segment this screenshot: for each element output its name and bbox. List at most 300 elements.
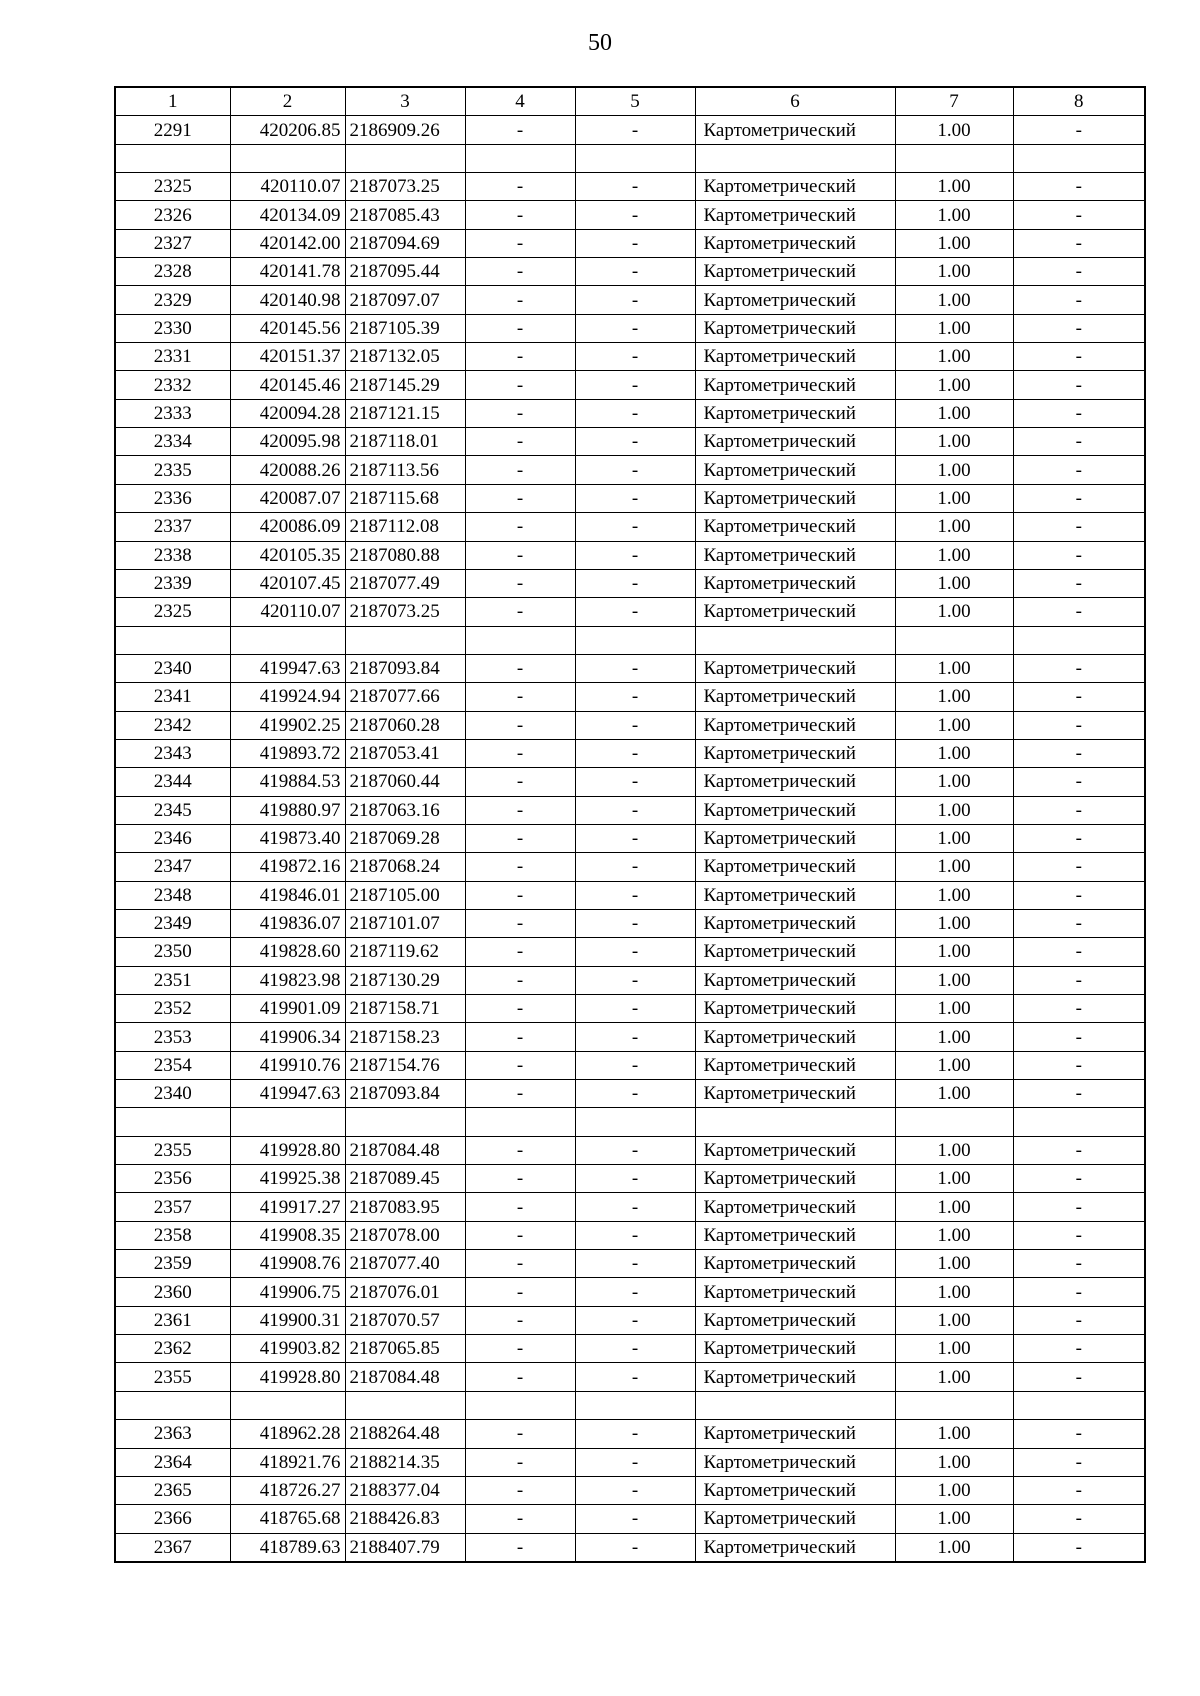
accuracy-cell: 1.00 — [895, 1448, 1013, 1476]
table-row — [115, 343, 1145, 371]
col4-cell: - — [465, 1165, 575, 1193]
y-coordinate-cell: 2187112.08 — [345, 513, 465, 541]
col8-cell: - — [1013, 1476, 1145, 1504]
x-coordinate-cell — [230, 144, 345, 172]
point-number-cell — [115, 144, 230, 172]
x-coordinate-cell: 419828.60 — [230, 938, 345, 966]
point-number-cell: 2329 — [115, 286, 230, 314]
accuracy-cell: 1.00 — [895, 371, 1013, 399]
col8-cell: - — [1013, 1306, 1145, 1334]
y-coordinate-cell: 2187078.00 — [345, 1221, 465, 1249]
col5-cell: - — [575, 456, 695, 484]
accuracy-cell: 1.00 — [895, 824, 1013, 852]
table-row — [115, 1051, 1145, 1079]
method-cell: Картометрический — [695, 683, 895, 711]
accuracy-cell: 1.00 — [895, 286, 1013, 314]
col4-cell: - — [465, 966, 575, 994]
col4-cell: - — [465, 1136, 575, 1164]
table-row — [115, 513, 1145, 541]
point-number-cell: 2338 — [115, 541, 230, 569]
col8-cell: - — [1013, 966, 1145, 994]
point-number-cell — [115, 626, 230, 654]
col8-cell: - — [1013, 824, 1145, 852]
point-number-cell: 2357 — [115, 1193, 230, 1221]
col8-cell: - — [1013, 1221, 1145, 1249]
col5-cell: - — [575, 201, 695, 229]
table-row — [115, 541, 1145, 569]
col5-cell: - — [575, 286, 695, 314]
col5-cell: - — [575, 229, 695, 257]
point-number-cell: 2339 — [115, 569, 230, 597]
accuracy-cell: 1.00 — [895, 739, 1013, 767]
col5-cell: - — [575, 1165, 695, 1193]
col8-cell: - — [1013, 1051, 1145, 1079]
accuracy-cell: 1.00 — [895, 456, 1013, 484]
table-row — [115, 116, 1145, 144]
method-cell: Картометрический — [695, 201, 895, 229]
method-cell: Картометрический — [695, 938, 895, 966]
point-number-cell: 2342 — [115, 711, 230, 739]
method-cell — [695, 626, 895, 654]
col8-cell: - — [1013, 598, 1145, 626]
col4-cell: - — [465, 683, 575, 711]
point-number-cell: 2335 — [115, 456, 230, 484]
point-number-cell: 2356 — [115, 1165, 230, 1193]
accuracy-cell: 1.00 — [895, 598, 1013, 626]
col8-cell: - — [1013, 1420, 1145, 1448]
col8-cell — [1013, 1108, 1145, 1136]
header-cell: 6 — [695, 87, 895, 116]
x-coordinate-cell: 420142.00 — [230, 229, 345, 257]
method-cell: Картометрический — [695, 654, 895, 682]
col8-cell: - — [1013, 541, 1145, 569]
accuracy-cell: 1.00 — [895, 711, 1013, 739]
x-coordinate-cell: 420206.85 — [230, 116, 345, 144]
method-cell: Картометрический — [695, 711, 895, 739]
x-coordinate-cell: 418726.27 — [230, 1476, 345, 1504]
table-row — [115, 286, 1145, 314]
y-coordinate-cell: 2187130.29 — [345, 966, 465, 994]
accuracy-cell — [895, 144, 1013, 172]
y-coordinate-cell: 2187077.49 — [345, 569, 465, 597]
col8-cell: - — [1013, 711, 1145, 739]
col5-cell: - — [575, 881, 695, 909]
col5-cell — [575, 1108, 695, 1136]
col4-cell: - — [465, 1363, 575, 1391]
col5-cell — [575, 1391, 695, 1419]
accuracy-cell: 1.00 — [895, 484, 1013, 512]
y-coordinate-cell: 2187158.23 — [345, 1023, 465, 1051]
accuracy-cell: 1.00 — [895, 654, 1013, 682]
col4-cell: - — [465, 1306, 575, 1334]
x-coordinate-cell: 420105.35 — [230, 541, 345, 569]
point-number-cell: 2346 — [115, 824, 230, 852]
x-coordinate-cell: 418789.63 — [230, 1533, 345, 1562]
col8-cell — [1013, 1391, 1145, 1419]
col5-cell: - — [575, 1023, 695, 1051]
y-coordinate-cell — [345, 144, 465, 172]
point-number-cell: 2364 — [115, 1448, 230, 1476]
table-row — [115, 1165, 1145, 1193]
x-coordinate-cell: 420107.45 — [230, 569, 345, 597]
col8-cell: - — [1013, 739, 1145, 767]
method-cell: Картометрический — [695, 824, 895, 852]
col8-cell: - — [1013, 399, 1145, 427]
y-coordinate-cell: 2187115.68 — [345, 484, 465, 512]
point-number-cell: 2348 — [115, 881, 230, 909]
col8-cell: - — [1013, 853, 1145, 881]
col4-cell: - — [465, 1250, 575, 1278]
x-coordinate-cell: 420151.37 — [230, 343, 345, 371]
col4-cell — [465, 144, 575, 172]
method-cell: Картометрический — [695, 1363, 895, 1391]
y-coordinate-cell: 2187118.01 — [345, 428, 465, 456]
col5-cell: - — [575, 796, 695, 824]
point-number-cell: 2343 — [115, 739, 230, 767]
accuracy-cell: 1.00 — [895, 1165, 1013, 1193]
x-coordinate-cell: 420110.07 — [230, 598, 345, 626]
col5-cell: - — [575, 1193, 695, 1221]
method-cell: Картометрический — [695, 343, 895, 371]
y-coordinate-cell: 2188377.04 — [345, 1476, 465, 1504]
point-number-cell: 2344 — [115, 768, 230, 796]
header-cell: 3 — [345, 87, 465, 116]
col5-cell: - — [575, 116, 695, 144]
col4-cell — [465, 1391, 575, 1419]
accuracy-cell — [895, 1108, 1013, 1136]
x-coordinate-cell: 419872.16 — [230, 853, 345, 881]
table-row — [115, 484, 1145, 512]
y-coordinate-cell: 2187119.62 — [345, 938, 465, 966]
method-cell: Картометрический — [695, 1476, 895, 1504]
col4-cell: - — [465, 173, 575, 201]
col4-cell: - — [465, 1051, 575, 1079]
method-cell: Картометрический — [695, 314, 895, 342]
accuracy-cell: 1.00 — [895, 173, 1013, 201]
method-cell — [695, 1108, 895, 1136]
col4-cell: - — [465, 796, 575, 824]
col4-cell: - — [465, 824, 575, 852]
col5-cell: - — [575, 1448, 695, 1476]
table-row — [115, 144, 1145, 172]
x-coordinate-cell: 420145.46 — [230, 371, 345, 399]
point-number-cell: 2362 — [115, 1335, 230, 1363]
method-cell — [695, 1391, 895, 1419]
x-coordinate-cell — [230, 1108, 345, 1136]
col4-cell: - — [465, 201, 575, 229]
x-coordinate-cell: 419925.38 — [230, 1165, 345, 1193]
table-row — [115, 683, 1145, 711]
col5-cell: - — [575, 1363, 695, 1391]
col8-cell — [1013, 144, 1145, 172]
point-number-cell: 2361 — [115, 1306, 230, 1334]
col8-cell: - — [1013, 654, 1145, 682]
accuracy-cell — [895, 1391, 1013, 1419]
col5-cell: - — [575, 1221, 695, 1249]
point-number-cell: 2363 — [115, 1420, 230, 1448]
method-cell: Картометрический — [695, 1080, 895, 1108]
col4-cell: - — [465, 1335, 575, 1363]
accuracy-cell: 1.00 — [895, 966, 1013, 994]
accuracy-cell: 1.00 — [895, 1533, 1013, 1562]
accuracy-cell: 1.00 — [895, 938, 1013, 966]
col5-cell: - — [575, 683, 695, 711]
x-coordinate-cell: 419902.25 — [230, 711, 345, 739]
col4-cell: - — [465, 258, 575, 286]
method-cell: Картометрический — [695, 1448, 895, 1476]
col5-cell: - — [575, 371, 695, 399]
accuracy-cell: 1.00 — [895, 513, 1013, 541]
col4-cell: - — [465, 654, 575, 682]
method-cell: Картометрический — [695, 966, 895, 994]
method-cell: Картометрический — [695, 909, 895, 937]
y-coordinate-cell: 2187069.28 — [345, 824, 465, 852]
x-coordinate-cell: 419901.09 — [230, 995, 345, 1023]
col4-cell: - — [465, 371, 575, 399]
y-coordinate-cell: 2187083.95 — [345, 1193, 465, 1221]
col4-cell: - — [465, 484, 575, 512]
col5-cell: - — [575, 853, 695, 881]
point-number-cell: 2349 — [115, 909, 230, 937]
col5-cell: - — [575, 995, 695, 1023]
col8-cell: - — [1013, 258, 1145, 286]
point-number-cell: 2291 — [115, 116, 230, 144]
method-cell: Картометрический — [695, 1278, 895, 1306]
x-coordinate-cell: 419924.94 — [230, 683, 345, 711]
col5-cell: - — [575, 258, 695, 286]
col5-cell: - — [575, 1306, 695, 1334]
table-body — [115, 116, 1145, 1562]
point-number-cell: 2350 — [115, 938, 230, 966]
method-cell — [695, 144, 895, 172]
accuracy-cell: 1.00 — [895, 1250, 1013, 1278]
x-coordinate-cell: 420145.56 — [230, 314, 345, 342]
col4-cell: - — [465, 428, 575, 456]
y-coordinate-cell: 2187145.29 — [345, 371, 465, 399]
coordinates-table — [114, 86, 1146, 1563]
method-cell: Картометрический — [695, 513, 895, 541]
x-coordinate-cell: 419846.01 — [230, 881, 345, 909]
y-coordinate-cell: 2187076.01 — [345, 1278, 465, 1306]
x-coordinate-cell: 419906.34 — [230, 1023, 345, 1051]
method-cell: Картометрический — [695, 1420, 895, 1448]
col8-cell: - — [1013, 1363, 1145, 1391]
table-row — [115, 909, 1145, 937]
point-number-cell: 2359 — [115, 1250, 230, 1278]
col5-cell — [575, 144, 695, 172]
table-row — [115, 1391, 1145, 1419]
table-row — [115, 173, 1145, 201]
table-row — [115, 1476, 1145, 1504]
y-coordinate-cell: 2187105.00 — [345, 881, 465, 909]
col8-cell: - — [1013, 116, 1145, 144]
accuracy-cell: 1.00 — [895, 853, 1013, 881]
col8-cell: - — [1013, 1278, 1145, 1306]
table-row — [115, 654, 1145, 682]
accuracy-cell: 1.00 — [895, 1051, 1013, 1079]
method-cell: Картометрический — [695, 116, 895, 144]
col4-cell: - — [465, 853, 575, 881]
col8-cell: - — [1013, 229, 1145, 257]
col4-cell: - — [465, 116, 575, 144]
point-number-cell: 2327 — [115, 229, 230, 257]
y-coordinate-cell: 2187132.05 — [345, 343, 465, 371]
header-cell: 8 — [1013, 87, 1145, 116]
table-row — [115, 1221, 1145, 1249]
col5-cell: - — [575, 1533, 695, 1562]
point-number-cell: 2341 — [115, 683, 230, 711]
y-coordinate-cell: 2188214.35 — [345, 1448, 465, 1476]
method-cell: Картометрический — [695, 853, 895, 881]
table-row — [115, 314, 1145, 342]
col8-cell: - — [1013, 683, 1145, 711]
accuracy-cell: 1.00 — [895, 229, 1013, 257]
table-row — [115, 739, 1145, 767]
x-coordinate-cell: 419908.35 — [230, 1221, 345, 1249]
accuracy-cell: 1.00 — [895, 569, 1013, 597]
y-coordinate-cell: 2187085.43 — [345, 201, 465, 229]
col8-cell: - — [1013, 428, 1145, 456]
point-number-cell: 2331 — [115, 343, 230, 371]
header-cell: 4 — [465, 87, 575, 116]
point-number-cell: 2337 — [115, 513, 230, 541]
y-coordinate-cell: 2187158.71 — [345, 995, 465, 1023]
table-row — [115, 456, 1145, 484]
x-coordinate-cell: 419873.40 — [230, 824, 345, 852]
point-number-cell: 2360 — [115, 1278, 230, 1306]
point-number-cell: 2352 — [115, 995, 230, 1023]
col8-cell: - — [1013, 1533, 1145, 1562]
table-row — [115, 1306, 1145, 1334]
col8-cell: - — [1013, 286, 1145, 314]
y-coordinate-cell: 2187063.16 — [345, 796, 465, 824]
table-row — [115, 258, 1145, 286]
y-coordinate-cell: 2187105.39 — [345, 314, 465, 342]
col4-cell: - — [465, 399, 575, 427]
table-row — [115, 1080, 1145, 1108]
point-number-cell: 2325 — [115, 598, 230, 626]
table-row — [115, 399, 1145, 427]
x-coordinate-cell: 419823.98 — [230, 966, 345, 994]
point-number-cell: 2325 — [115, 173, 230, 201]
col5-cell: - — [575, 173, 695, 201]
col8-cell: - — [1013, 569, 1145, 597]
col4-cell: - — [465, 569, 575, 597]
table-row — [115, 598, 1145, 626]
col5-cell: - — [575, 399, 695, 427]
point-number-cell: 2358 — [115, 1221, 230, 1249]
accuracy-cell: 1.00 — [895, 314, 1013, 342]
x-coordinate-cell: 418962.28 — [230, 1420, 345, 1448]
table-row — [115, 824, 1145, 852]
method-cell: Картометрический — [695, 484, 895, 512]
col4-cell: - — [465, 314, 575, 342]
col5-cell: - — [575, 824, 695, 852]
y-coordinate-cell — [345, 1391, 465, 1419]
col8-cell: - — [1013, 881, 1145, 909]
col8-cell: - — [1013, 995, 1145, 1023]
x-coordinate-cell: 419928.80 — [230, 1136, 345, 1164]
y-coordinate-cell: 2187080.88 — [345, 541, 465, 569]
table-row — [115, 1023, 1145, 1051]
table-row — [115, 1363, 1145, 1391]
accuracy-cell: 1.00 — [895, 1136, 1013, 1164]
accuracy-cell: 1.00 — [895, 258, 1013, 286]
x-coordinate-cell: 419910.76 — [230, 1051, 345, 1079]
table-row — [115, 1533, 1145, 1562]
accuracy-cell: 1.00 — [895, 796, 1013, 824]
col4-cell: - — [465, 881, 575, 909]
col5-cell: - — [575, 739, 695, 767]
x-coordinate-cell: 418765.68 — [230, 1505, 345, 1533]
table-row — [115, 995, 1145, 1023]
col8-cell: - — [1013, 1193, 1145, 1221]
col8-cell: - — [1013, 314, 1145, 342]
method-cell: Картометрический — [695, 229, 895, 257]
accuracy-cell: 1.00 — [895, 1476, 1013, 1504]
y-coordinate-cell: 2187073.25 — [345, 173, 465, 201]
table-row — [115, 569, 1145, 597]
col5-cell: - — [575, 1278, 695, 1306]
method-cell: Картометрический — [695, 173, 895, 201]
x-coordinate-cell: 420134.09 — [230, 201, 345, 229]
point-number-cell: 2354 — [115, 1051, 230, 1079]
table-row — [115, 881, 1145, 909]
col8-cell: - — [1013, 1448, 1145, 1476]
col8-cell: - — [1013, 343, 1145, 371]
col5-cell: - — [575, 1420, 695, 1448]
y-coordinate-cell: 2187077.40 — [345, 1250, 465, 1278]
accuracy-cell: 1.00 — [895, 1420, 1013, 1448]
y-coordinate-cell — [345, 626, 465, 654]
point-number-cell: 2332 — [115, 371, 230, 399]
page-number: 50 — [588, 30, 612, 56]
y-coordinate-cell: 2187093.84 — [345, 654, 465, 682]
y-coordinate-cell: 2187068.24 — [345, 853, 465, 881]
col8-cell: - — [1013, 1250, 1145, 1278]
header-cell: 7 — [895, 87, 1013, 116]
col5-cell: - — [575, 484, 695, 512]
y-coordinate-cell: 2188264.48 — [345, 1420, 465, 1448]
col5-cell: - — [575, 1335, 695, 1363]
method-cell: Картометрический — [695, 881, 895, 909]
accuracy-cell: 1.00 — [895, 541, 1013, 569]
method-cell: Картометрический — [695, 399, 895, 427]
accuracy-cell: 1.00 — [895, 1023, 1013, 1051]
method-cell: Картометрический — [695, 768, 895, 796]
col8-cell: - — [1013, 513, 1145, 541]
x-coordinate-cell: 420086.09 — [230, 513, 345, 541]
accuracy-cell: 1.00 — [895, 1363, 1013, 1391]
table-row — [115, 229, 1145, 257]
method-cell: Картометрический — [695, 1221, 895, 1249]
method-cell: Картометрический — [695, 1136, 895, 1164]
table-row — [115, 1448, 1145, 1476]
point-number-cell: 2334 — [115, 428, 230, 456]
col5-cell: - — [575, 428, 695, 456]
col4-cell: - — [465, 1221, 575, 1249]
point-number-cell: 2336 — [115, 484, 230, 512]
col4-cell: - — [465, 1278, 575, 1306]
method-cell: Картометрический — [695, 371, 895, 399]
col5-cell: - — [575, 966, 695, 994]
col5-cell: - — [575, 711, 695, 739]
x-coordinate-cell: 420088.26 — [230, 456, 345, 484]
accuracy-cell: 1.00 — [895, 768, 1013, 796]
header-cell: 1 — [115, 87, 230, 116]
accuracy-cell — [895, 626, 1013, 654]
accuracy-cell: 1.00 — [895, 995, 1013, 1023]
